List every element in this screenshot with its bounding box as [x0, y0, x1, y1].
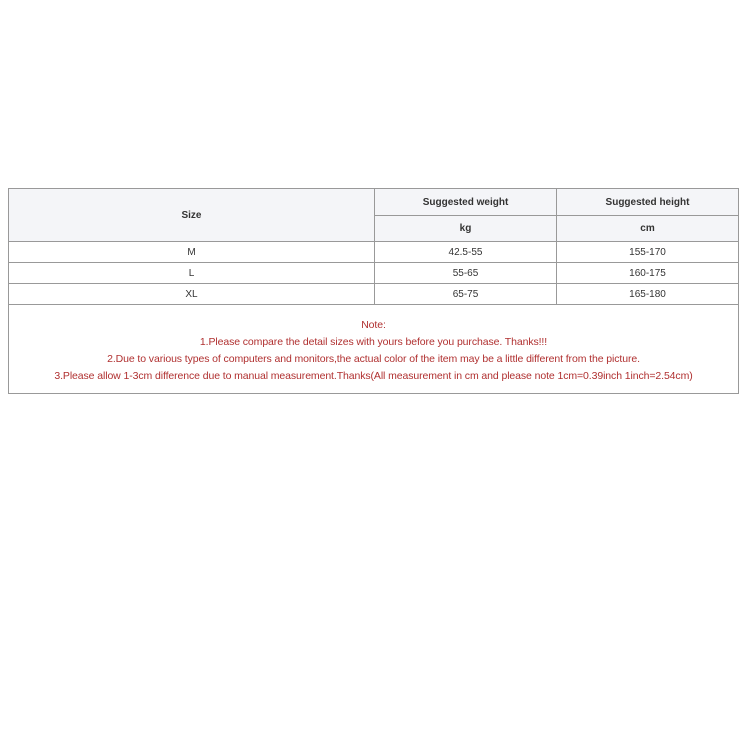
height-header: Suggested height	[557, 189, 739, 216]
weight-cell: 55-65	[375, 263, 557, 284]
note-title: Note:	[361, 319, 386, 331]
table-row	[9, 242, 739, 263]
height-cell: 155-170	[557, 242, 739, 263]
notes-cell	[9, 305, 739, 394]
height-cell: 160-175	[557, 263, 739, 284]
size-cell: XL	[9, 284, 375, 305]
size-cell: L	[9, 263, 375, 284]
table-row	[9, 284, 739, 305]
weight-cell: 42.5-55	[375, 242, 557, 263]
notes-row	[9, 305, 739, 394]
weight-cell: 65-75	[375, 284, 557, 305]
table-row	[9, 263, 739, 284]
height-cell: 165-180	[557, 284, 739, 305]
height-unit: cm	[557, 216, 739, 242]
header-row	[9, 189, 739, 216]
note-line-3: 3.Please allow 1-3cm difference due to manual measurement.Thanks(All measurement in cm and please note 1cm=0.39inch 1inch=2.54cm)	[54, 370, 693, 382]
weight-header: Suggested weight	[375, 189, 557, 216]
size-header: Size	[9, 189, 375, 242]
size-cell: M	[9, 242, 375, 263]
note-line-2: 2.Due to various types of computers and monitors,the actual color of the item may be a little different from the picture.	[107, 353, 640, 365]
size-chart-table	[8, 188, 739, 394]
weight-unit: kg	[375, 216, 557, 242]
note-line-1: 1.Please compare the detail sizes with yours before you purchase. Thanks!!!	[199, 336, 548, 348]
